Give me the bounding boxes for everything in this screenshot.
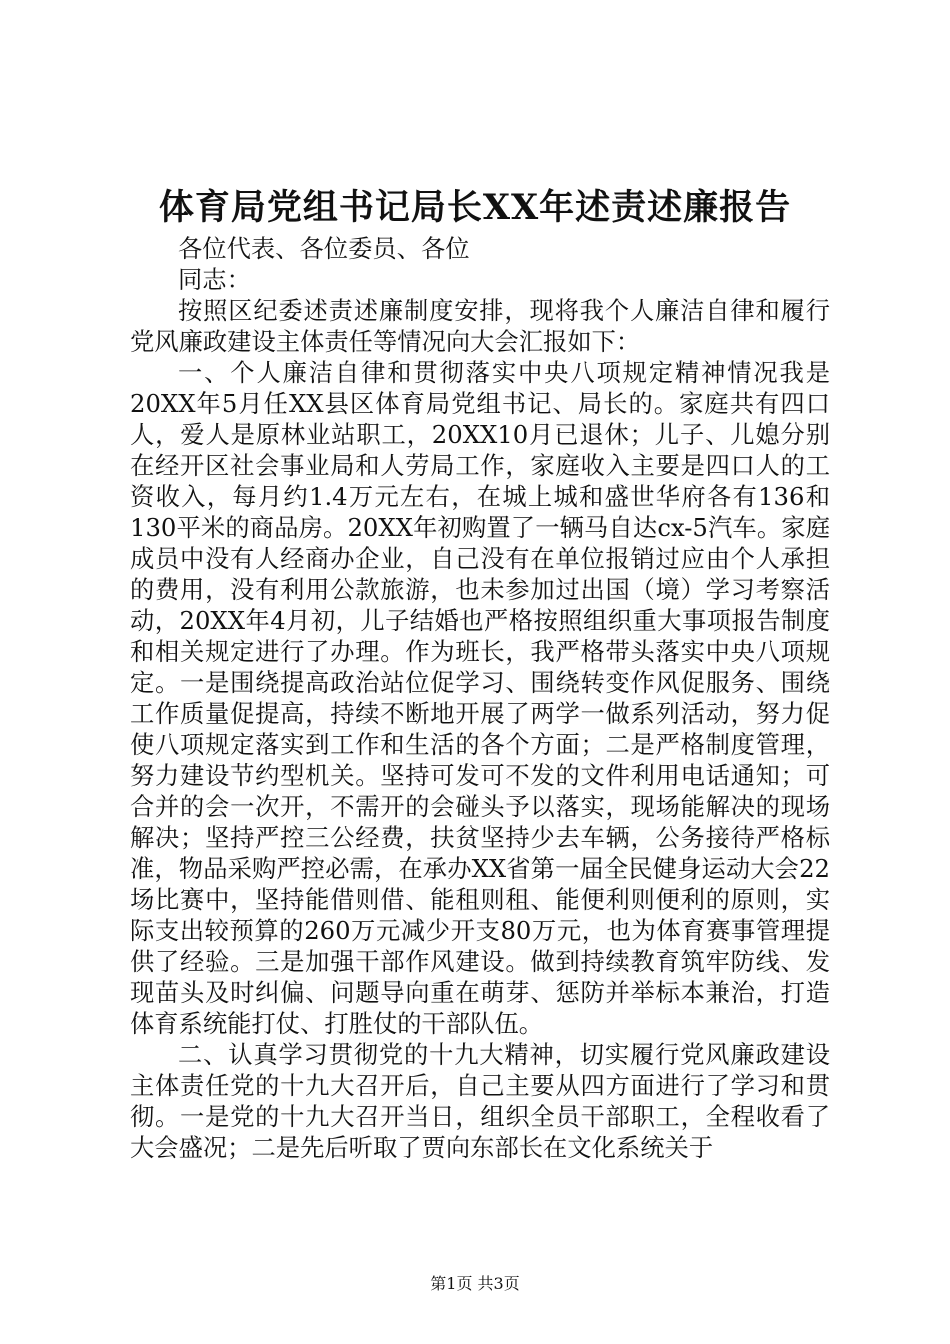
salutation-line: 同志： xyxy=(178,265,251,294)
body-paragraph: 一、个人廉洁自律和贯彻落实中央八项规定精神情况我是20XX年5月任XX县区体育局党组书记、局长的。家庭共有四口人，爱人是原林业站职工，20XX10月已退休；儿子、儿媳分别在经开区社会事业局和人劳局工作，家庭收入主要是四口人的工资收入，每月约1.4万元左右，在城上城和盛世华府各有136和130平米的商品房。20XX年初购置了一辆马自达cx-5汽车。家庭成员中没有人经商办企业，自己没有在单位报销过应由个人承担的费用，没有利用公款旅游，也未参加过出国（境）学习考察活动，20XX年4月初，儿子结婚也严格按照组织重大事项报告制度和相关规定进行了办理。作为班长，我严格带头落实中央八项规定。一是围绕提高政治站位促学习、围绕转变作风促服务、围绕工作质量促提高，持续不断地开展了两学一做系列活动，努力促使八项规定落实到工作和生活的各个方面；二是严格制度管理，努力建设节约型机关。坚持可发可不发的文件利用电话通知；可合并的会一次开，不需开的会碰头予以落实，现场能解决的现场解决；坚持严控三公经费，扶贫坚持少去车辆，公务接待严格标准，物品采购严控必需，在承办XX省第一届全民健身运动大会22场比赛中，坚持能借则借、能租则租、能便利则便利的原则，实际支出较预算的260万元减少开支80万元，也为体育赛事管理提供了经验。三是加强干部作风建设。做到持续教育筑牢防线、发现苗头及时纠偏、问题导向重在萌芽、惩防并举标本兼治，打造体育系统能打仗、打胜仗的干部队伍。 xyxy=(130,358,830,1038)
body-paragraph: 二、认真学习贯彻党的十九大精神，切实履行党风廉政建设主体责任党的十九大召开后，自己主要从四方面进行了学习和贯彻。一是党的十九大召开当日，组织全员干部职工，全程收看了大会盛况；二是先后听取了贾向东部长在文化系统关于 xyxy=(130,1040,830,1162)
document-title: 体育局党组书记局长XX年述责述廉报告 xyxy=(158,187,792,228)
body-paragraph: 按照区纪委述责述廉制度安排，现将我个人廉洁自律和履行党风廉政建设主体责任等情况向大会汇报如下： xyxy=(130,296,830,356)
salutation-line: 各位代表、各位委员、各位 xyxy=(178,234,470,263)
document-body xyxy=(130,233,830,1163)
page-footer: 第1页 共3页 xyxy=(430,1274,520,1293)
